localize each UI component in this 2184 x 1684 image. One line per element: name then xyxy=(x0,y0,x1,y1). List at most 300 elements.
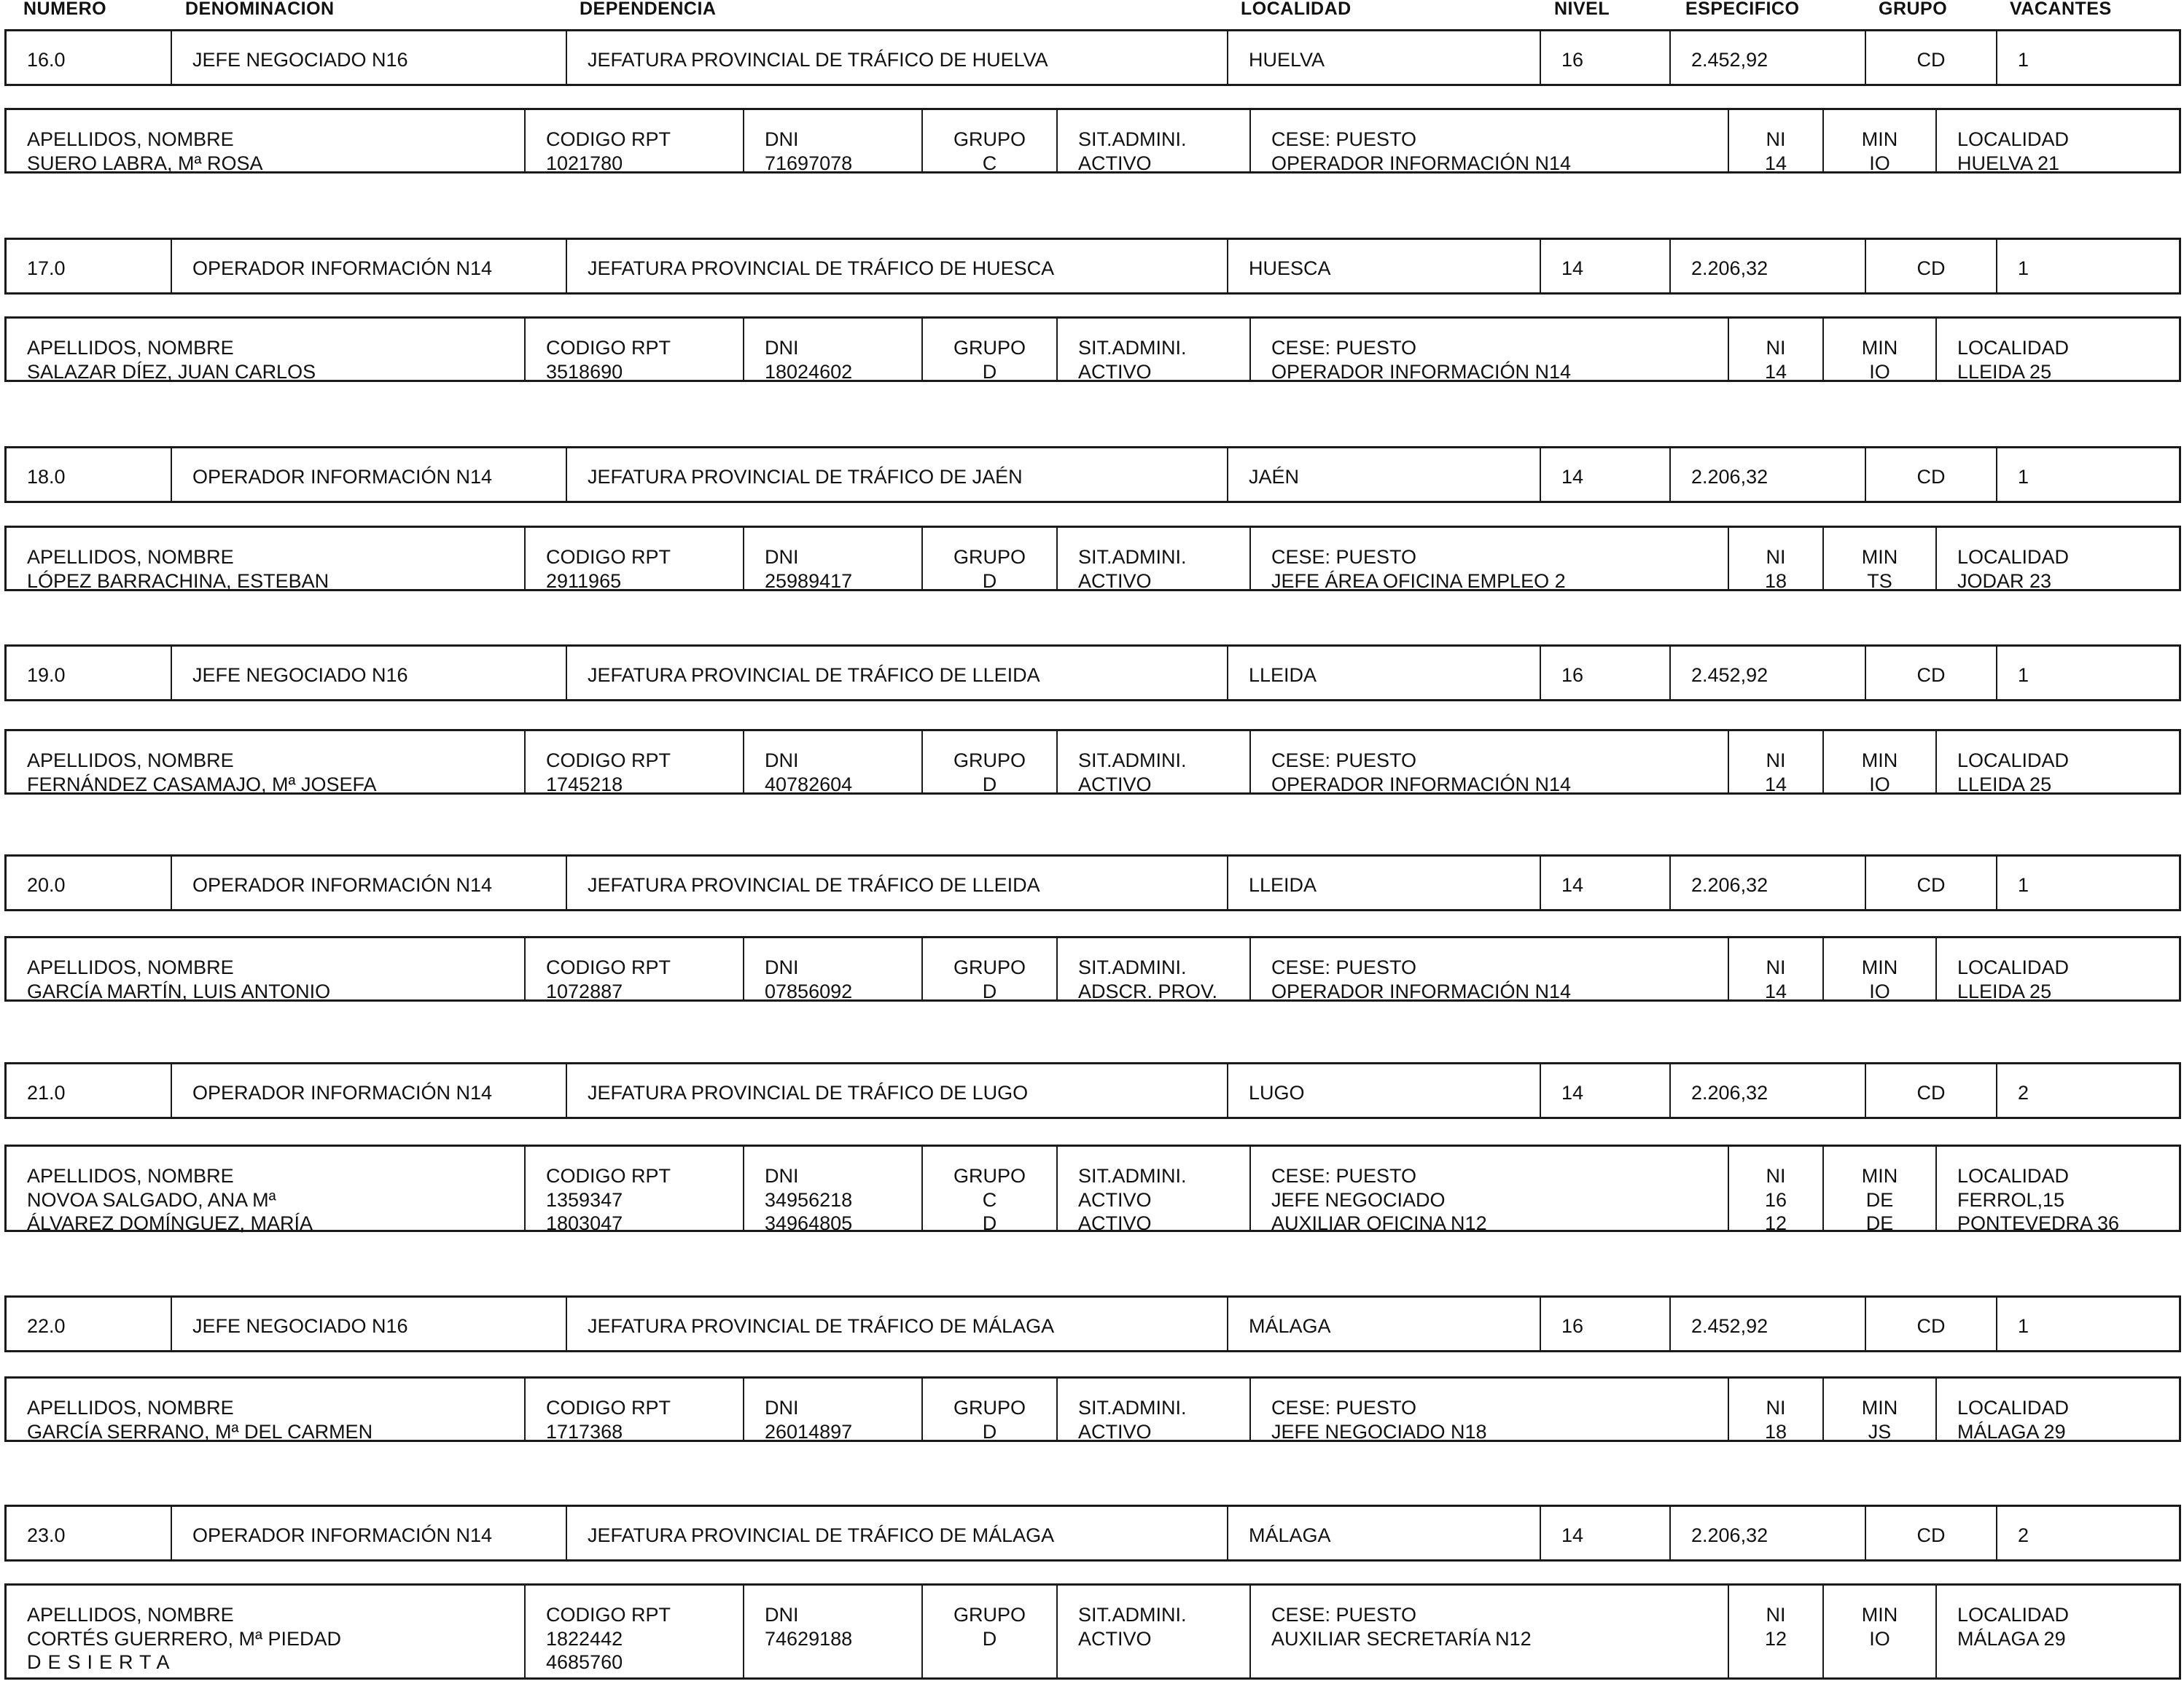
applicant-dni: 18024602 xyxy=(765,360,853,383)
position-especifico: 2.452,92 xyxy=(1691,1315,1768,1337)
applicant-col-nombre xyxy=(27,128,263,175)
applicant-ni: 12 xyxy=(1764,1627,1787,1650)
applicant-cese: JEFE NEGOCIADO N18 xyxy=(1271,1420,1487,1443)
applicant-cell-nombre xyxy=(7,731,524,795)
applicant-min: DE xyxy=(1865,1188,1894,1211)
position-cell-especifico xyxy=(1669,31,1865,84)
applicant-sit xyxy=(1078,1650,1187,1675)
applicant-codigo: 1021780 xyxy=(546,152,623,174)
applicants-block xyxy=(4,108,2181,174)
applicant-col-codigo xyxy=(546,749,671,796)
applicant-cell-codigo xyxy=(524,110,743,174)
applicant-codigo: 3518690 xyxy=(546,360,623,383)
position-numero: 18.0 xyxy=(27,466,66,488)
label-cese: CESE: PUESTO xyxy=(1271,1397,1417,1419)
header-grupo: GRUPO xyxy=(1879,0,1948,19)
applicant-cese: OPERADOR INFORMACIÓN N14 xyxy=(1271,980,1572,1002)
applicant-cell-cese xyxy=(1249,938,1728,1002)
applicant-col-codigo xyxy=(546,1603,671,1675)
applicant-col-min xyxy=(1824,1164,1935,1236)
applicant-cell-min xyxy=(1822,528,1935,592)
applicant-sit: ACTIVO xyxy=(1078,569,1152,592)
applicant-cell-nombre xyxy=(7,1379,524,1443)
label-localidad: LOCALIDAD xyxy=(1957,956,2070,978)
position-vacantes: 1 xyxy=(2018,466,2029,488)
applicant-grupo: C xyxy=(982,1188,997,1211)
label-grupo: GRUPO xyxy=(953,128,1026,150)
applicant-nombre: LÓPEZ BARRACHINA, ESTEBAN xyxy=(27,569,329,592)
position-nivel: 14 xyxy=(1561,874,1584,896)
position-nivel: 14 xyxy=(1561,1082,1584,1104)
applicant-cell-min xyxy=(1822,110,1935,174)
position-numero: 23.0 xyxy=(27,1524,66,1546)
position-dependencia: JEFATURA PROVINCIAL DE TRÁFICO DE HUELVA xyxy=(588,49,1048,71)
applicant-col-cese xyxy=(1271,1603,1532,1675)
position-cell-dependencia xyxy=(566,1064,1227,1117)
position-row xyxy=(4,644,2181,701)
applicant-cese: JEFE ÁREA OFICINA EMPLEO 2 xyxy=(1271,569,1566,592)
position-nivel: 14 xyxy=(1561,257,1584,279)
applicant-grupo: D xyxy=(982,1212,997,1234)
applicant-col-dni xyxy=(765,749,852,796)
position-cell-localidad xyxy=(1227,1298,1540,1350)
position-grupo: CD xyxy=(1916,1524,1946,1546)
position-cell-denominacion xyxy=(171,240,566,292)
applicant-cell-dni xyxy=(743,319,921,383)
applicant-cell-localidad xyxy=(1935,528,2184,592)
applicant-cell-sit xyxy=(1056,1586,1249,1677)
applicant-cell-dni xyxy=(743,110,921,174)
applicant-codigo: 1822442 xyxy=(546,1627,623,1650)
applicant-col-min xyxy=(1824,1396,1935,1443)
label-min: MIN xyxy=(1861,1165,1898,1187)
label-apellidos: APELLIDOS, NOMBRE xyxy=(27,546,234,568)
position-cell-localidad xyxy=(1227,31,1540,84)
label-cese: CESE: PUESTO xyxy=(1271,749,1417,771)
applicant-cell-nombre xyxy=(7,1147,524,1234)
applicant-cell-cese xyxy=(1249,731,1728,795)
applicant-cell-min xyxy=(1822,1147,1935,1234)
position-grupo: CD xyxy=(1916,664,1946,686)
applicant-col-ni xyxy=(1729,956,1822,1003)
position-cell-numero xyxy=(7,1507,171,1559)
label-codigo: CODIGO RPT xyxy=(546,128,671,150)
applicant-col-dni xyxy=(765,545,852,593)
label-dni: DNI xyxy=(765,546,799,568)
applicant-col-codigo xyxy=(546,1396,671,1443)
label-cese: CESE: PUESTO xyxy=(1271,1604,1417,1626)
position-denominacion: OPERADOR INFORMACIÓN N14 xyxy=(192,1082,493,1104)
applicant-grupo: D xyxy=(982,980,997,1002)
applicant-cell-sit xyxy=(1056,1147,1249,1234)
applicant-col-localidad xyxy=(1957,1603,2069,1675)
position-especifico: 2.452,92 xyxy=(1691,49,1768,71)
position-vacantes: 2 xyxy=(2018,1524,2029,1546)
column-header-row xyxy=(0,0,2184,22)
applicant-col-ni xyxy=(1729,1603,1822,1675)
applicant-cell-localidad xyxy=(1935,110,2184,174)
label-min: MIN xyxy=(1861,337,1898,359)
applicant-min: IO xyxy=(1869,152,1890,174)
applicant-sit: ACTIVO xyxy=(1078,152,1152,174)
label-apellidos: APELLIDOS, NOMBRE xyxy=(27,128,234,150)
applicant-localidad: LLEIDA 25 xyxy=(1957,360,2052,383)
position-cell-especifico xyxy=(1669,647,1865,699)
position-denominacion: OPERADOR INFORMACIÓN N14 xyxy=(192,1524,493,1546)
position-cell-nivel xyxy=(1540,31,1669,84)
label-min: MIN xyxy=(1861,128,1898,150)
applicant-col-nombre xyxy=(27,545,329,593)
position-cell-grupo xyxy=(1865,647,1996,699)
applicant-ni: 12 xyxy=(1764,1212,1787,1234)
position-cell-nivel xyxy=(1540,857,1669,909)
position-cell-vacantes xyxy=(1996,448,2184,501)
applicant-col-min xyxy=(1824,749,1935,796)
applicant-nombre: GARCÍA SERRANO, Mª DEL CARMEN xyxy=(27,1420,373,1443)
label-ni: NI xyxy=(1766,1397,1786,1419)
applicant-cell-ni xyxy=(1728,110,1822,174)
position-nivel: 16 xyxy=(1561,664,1584,686)
applicant-cell-dni xyxy=(743,938,921,1002)
position-cell-nivel xyxy=(1540,1298,1669,1350)
applicant-ni: 14 xyxy=(1764,360,1787,383)
applicant-cell-localidad xyxy=(1935,1147,2184,1234)
label-dni: DNI xyxy=(765,337,799,359)
applicant-cell-codigo xyxy=(524,1586,743,1677)
applicant-col-min xyxy=(1824,956,1935,1003)
applicant-cell-localidad xyxy=(1935,319,2184,383)
position-nivel: 16 xyxy=(1561,49,1584,71)
position-cell-localidad xyxy=(1227,240,1540,292)
position-cell-denominacion xyxy=(171,448,566,501)
applicant-col-sit xyxy=(1078,128,1187,175)
applicant-localidad xyxy=(1957,1650,2069,1675)
applicant-min: JS xyxy=(1868,1420,1892,1443)
applicant-cese: AUXILIAR OFICINA N12 xyxy=(1271,1212,1487,1234)
applicant-cell-dni xyxy=(743,1147,921,1234)
position-dependencia: JEFATURA PROVINCIAL DE TRÁFICO DE JAÉN xyxy=(588,466,1023,488)
position-cell-denominacion xyxy=(171,1064,566,1117)
position-dependencia: JEFATURA PROVINCIAL DE TRÁFICO DE MÁLAGA xyxy=(588,1524,1055,1546)
applicant-dni: 71697078 xyxy=(765,152,853,174)
position-grupo: CD xyxy=(1916,874,1946,896)
applicant-sit: ACTIVO xyxy=(1078,773,1152,795)
applicant-col-codigo xyxy=(546,336,671,383)
applicant-col-dni xyxy=(765,956,852,1003)
position-cell-especifico xyxy=(1669,857,1865,909)
applicant-col-ni xyxy=(1729,545,1822,593)
label-cese: CESE: PUESTO xyxy=(1271,337,1417,359)
position-cell-dependencia xyxy=(566,1298,1227,1350)
applicant-cell-cese xyxy=(1249,1147,1728,1234)
applicant-cese: JEFE NEGOCIADO xyxy=(1271,1188,1446,1211)
applicant-col-localidad xyxy=(1957,1396,2069,1443)
applicant-cell-localidad xyxy=(1935,1379,2184,1443)
applicant-min: TS xyxy=(1867,569,1892,592)
applicant-col-sit xyxy=(1078,1603,1187,1675)
applicant-cell-localidad xyxy=(1935,731,2184,795)
position-cell-grupo xyxy=(1865,1507,1996,1559)
position-numero: 16.0 xyxy=(27,49,66,71)
applicant-cell-min xyxy=(1822,938,1935,1002)
applicant-cell-cese xyxy=(1249,1586,1728,1677)
label-localidad: LOCALIDAD xyxy=(1957,749,2070,771)
applicant-col-grupo xyxy=(923,1603,1056,1675)
applicant-col-localidad xyxy=(1957,128,2069,175)
label-codigo: CODIGO RPT xyxy=(546,1397,671,1419)
applicant-col-sit xyxy=(1078,956,1217,1003)
applicant-cell-min xyxy=(1822,1586,1935,1677)
applicant-min: DE xyxy=(1865,1212,1894,1234)
label-ni: NI xyxy=(1766,1604,1786,1626)
label-apellidos: APELLIDOS, NOMBRE xyxy=(27,1604,234,1626)
applicant-ni: 14 xyxy=(1764,980,1787,1002)
label-grupo: GRUPO xyxy=(953,546,1026,568)
applicant-grupo: D xyxy=(982,360,997,383)
applicant-cell-codigo xyxy=(524,731,743,795)
applicant-col-localidad xyxy=(1957,545,2069,593)
position-localidad: MÁLAGA xyxy=(1249,1524,1331,1546)
applicant-cell-dni xyxy=(743,528,921,592)
position-cell-dependencia xyxy=(566,1507,1227,1559)
label-min: MIN xyxy=(1861,1397,1898,1419)
position-grupo: CD xyxy=(1916,1082,1946,1104)
position-dependencia: JEFATURA PROVINCIAL DE TRÁFICO DE HUESCA xyxy=(588,257,1055,279)
applicant-sit: ADSCR. PROV. xyxy=(1078,980,1218,1002)
position-row xyxy=(4,29,2181,86)
applicant-localidad: HUELVA 21 xyxy=(1957,152,2060,174)
applicant-col-cese xyxy=(1271,956,1571,1003)
applicant-sit: ACTIVO xyxy=(1078,1212,1152,1234)
position-cell-numero xyxy=(7,857,171,909)
applicant-col-cese xyxy=(1271,749,1571,796)
position-localidad: LLEIDA xyxy=(1249,664,1317,686)
position-row xyxy=(4,238,2181,295)
position-cell-numero xyxy=(7,1064,171,1117)
applicants-block xyxy=(4,1145,2181,1232)
applicants-block xyxy=(4,729,2181,795)
applicant-col-grupo xyxy=(923,336,1056,383)
applicant-min: IO xyxy=(1869,980,1890,1002)
applicant-grupo: D xyxy=(982,569,997,592)
applicant-localidad: LLEIDA 25 xyxy=(1957,773,2052,795)
label-ni: NI xyxy=(1766,128,1786,150)
applicant-nombre: NOVOA SALGADO, ANA Mª xyxy=(27,1188,276,1211)
position-especifico: 2.206,32 xyxy=(1691,874,1768,896)
applicant-grupo: D xyxy=(982,1420,997,1443)
position-row xyxy=(4,1505,2181,1562)
applicant-cell-min xyxy=(1822,731,1935,795)
applicant-cell-cese xyxy=(1249,110,1728,174)
applicant-codigo: 1717368 xyxy=(546,1420,623,1443)
position-row xyxy=(4,854,2181,911)
label-grupo: GRUPO xyxy=(953,1165,1026,1187)
applicant-cell-cese xyxy=(1249,1379,1728,1443)
applicant-cell-nombre xyxy=(7,528,524,592)
position-cell-nivel xyxy=(1540,448,1669,501)
applicant-col-cese xyxy=(1271,545,1566,593)
position-especifico: 2.206,32 xyxy=(1691,1524,1768,1546)
position-localidad: JAÉN xyxy=(1249,466,1300,488)
applicant-localidad: LLEIDA 25 xyxy=(1957,980,2052,1002)
position-vacantes: 1 xyxy=(2018,49,2029,71)
position-nivel: 14 xyxy=(1561,1524,1584,1546)
applicant-col-codigo xyxy=(546,128,671,175)
position-row xyxy=(4,1062,2181,1119)
applicant-min: IO xyxy=(1869,1627,1890,1650)
applicant-col-sit xyxy=(1078,336,1187,383)
applicants-block xyxy=(4,316,2181,382)
applicant-cell-sit xyxy=(1056,731,1249,795)
applicant-cell-localidad xyxy=(1935,1586,2184,1677)
label-ni: NI xyxy=(1766,546,1786,568)
applicant-col-codigo xyxy=(546,956,671,1003)
applicant-cell-sit xyxy=(1056,1379,1249,1443)
applicant-cese: OPERADOR INFORMACIÓN N14 xyxy=(1271,773,1572,795)
position-cell-vacantes xyxy=(1996,1298,2184,1350)
position-cell-localidad xyxy=(1227,647,1540,699)
applicant-col-sit xyxy=(1078,1396,1187,1443)
label-localidad: LOCALIDAD xyxy=(1957,337,2070,359)
position-cell-dependencia xyxy=(566,31,1227,84)
position-denominacion: OPERADOR INFORMACIÓN N14 xyxy=(192,466,493,488)
applicant-cell-sit xyxy=(1056,319,1249,383)
applicant-codigo: 1803047 xyxy=(546,1212,623,1234)
applicant-col-min xyxy=(1824,545,1935,593)
applicant-col-dni xyxy=(765,128,852,175)
label-codigo: CODIGO RPT xyxy=(546,956,671,978)
label-cese: CESE: PUESTO xyxy=(1271,546,1417,568)
label-dni: DNI xyxy=(765,1604,799,1626)
applicant-col-localidad xyxy=(1957,749,2069,796)
position-cell-nivel xyxy=(1540,647,1669,699)
applicant-localidad: FERROL,15 xyxy=(1957,1188,2065,1211)
position-cell-especifico xyxy=(1669,448,1865,501)
position-localidad: MÁLAGA xyxy=(1249,1315,1331,1337)
label-localidad: LOCALIDAD xyxy=(1957,128,2070,150)
applicant-col-nombre xyxy=(27,1164,313,1236)
label-codigo: CODIGO RPT xyxy=(546,1165,671,1187)
header-especifico: ESPECIFICO xyxy=(1685,0,1800,19)
applicant-nombre: FERNÁNDEZ CASAMAJO, Mª JOSEFA xyxy=(27,773,377,795)
label-ni: NI xyxy=(1766,1165,1786,1187)
applicant-col-ni xyxy=(1729,749,1822,796)
applicant-col-dni xyxy=(765,1396,852,1443)
applicant-col-sit xyxy=(1078,545,1187,593)
label-min: MIN xyxy=(1861,546,1898,568)
position-especifico: 2.206,32 xyxy=(1691,466,1768,488)
position-cell-vacantes xyxy=(1996,647,2184,699)
applicant-localidad: JODAR 23 xyxy=(1957,569,2052,592)
applicant-grupo xyxy=(923,1650,1056,1675)
applicant-nombre: ÁLVAREZ DOMÍNGUEZ, MARÍA xyxy=(27,1212,313,1234)
position-cell-nivel xyxy=(1540,1507,1669,1559)
position-cell-nivel xyxy=(1540,1064,1669,1117)
applicant-cell-dni xyxy=(743,731,921,795)
label-grupo: GRUPO xyxy=(953,749,1026,771)
label-dni: DNI xyxy=(765,956,799,978)
applicant-cell-ni xyxy=(1728,1379,1822,1443)
applicant-col-min xyxy=(1824,336,1935,383)
header-dependencia: DEPENDENCIA xyxy=(580,0,717,19)
applicant-localidad: MÁLAGA 29 xyxy=(1957,1627,2066,1650)
label-codigo: CODIGO RPT xyxy=(546,1604,671,1626)
applicant-cell-min xyxy=(1822,1379,1935,1443)
applicant-cell-nombre xyxy=(7,1586,524,1677)
position-cell-dependencia xyxy=(566,647,1227,699)
position-grupo: CD xyxy=(1916,466,1946,488)
position-numero: 17.0 xyxy=(27,257,66,279)
applicant-dni: 26014897 xyxy=(765,1420,853,1443)
label-sit: SIT.ADMINI. xyxy=(1078,1604,1187,1626)
applicant-cell-codigo xyxy=(524,938,743,1002)
position-denominacion: OPERADOR INFORMACIÓN N14 xyxy=(192,874,493,896)
position-numero: 22.0 xyxy=(27,1315,66,1337)
position-cell-numero xyxy=(7,31,171,84)
applicant-col-min xyxy=(1824,128,1935,175)
applicant-cell-ni xyxy=(1728,731,1822,795)
applicant-cell-sit xyxy=(1056,110,1249,174)
position-cell-dependencia xyxy=(566,857,1227,909)
applicant-col-dni xyxy=(765,336,852,383)
position-cell-grupo xyxy=(1865,31,1996,84)
label-grupo: GRUPO xyxy=(953,337,1026,359)
label-codigo: CODIGO RPT xyxy=(546,337,671,359)
applicant-sit: ACTIVO xyxy=(1078,360,1152,383)
applicants-block xyxy=(4,1583,2181,1680)
applicant-col-ni xyxy=(1729,1396,1822,1443)
header-numero: NUMERO xyxy=(23,0,107,19)
applicant-col-ni xyxy=(1729,1164,1822,1236)
label-codigo: CODIGO RPT xyxy=(546,749,671,771)
applicant-nombre: DESIERTA xyxy=(27,1651,176,1673)
position-denominacion: JEFE NEGOCIADO N16 xyxy=(192,1315,408,1337)
applicant-grupo: D xyxy=(982,1627,997,1650)
header-vacantes: VACANTES xyxy=(2010,0,2112,19)
applicant-cell-codigo xyxy=(524,319,743,383)
applicant-col-codigo xyxy=(546,1164,671,1236)
applicant-min xyxy=(1824,1650,1935,1675)
position-denominacion: OPERADOR INFORMACIÓN N14 xyxy=(192,257,493,279)
position-cell-especifico xyxy=(1669,1064,1865,1117)
position-vacantes: 1 xyxy=(2018,874,2029,896)
position-grupo: CD xyxy=(1916,1315,1946,1337)
position-grupo: CD xyxy=(1916,257,1946,279)
position-cell-especifico xyxy=(1669,1507,1865,1559)
label-sit: SIT.ADMINI. xyxy=(1078,546,1187,568)
applicant-dni: 07856092 xyxy=(765,980,853,1002)
applicant-cell-sit xyxy=(1056,938,1249,1002)
position-cell-nivel xyxy=(1540,240,1669,292)
applicant-col-sit xyxy=(1078,1164,1187,1236)
label-localidad: LOCALIDAD xyxy=(1957,1604,2070,1626)
applicant-col-grupo xyxy=(923,545,1056,593)
label-apellidos: APELLIDOS, NOMBRE xyxy=(27,749,234,771)
label-sit: SIT.ADMINI. xyxy=(1078,1165,1187,1187)
applicant-nombre: GARCÍA MARTÍN, LUIS ANTONIO xyxy=(27,980,331,1002)
label-grupo: GRUPO xyxy=(953,956,1026,978)
applicant-codigo: 1745218 xyxy=(546,773,623,795)
applicant-nombre: SUERO LABRA, Mª ROSA xyxy=(27,152,263,174)
position-cell-vacantes xyxy=(1996,31,2184,84)
position-cell-localidad xyxy=(1227,1064,1540,1117)
applicant-grupo: D xyxy=(982,773,997,795)
applicant-cell-cese xyxy=(1249,319,1728,383)
applicant-cell-grupo xyxy=(921,110,1056,174)
applicant-col-min xyxy=(1824,1603,1935,1675)
position-dependencia: JEFATURA PROVINCIAL DE TRÁFICO DE MÁLAGA xyxy=(588,1315,1055,1337)
applicant-cell-codigo xyxy=(524,528,743,592)
